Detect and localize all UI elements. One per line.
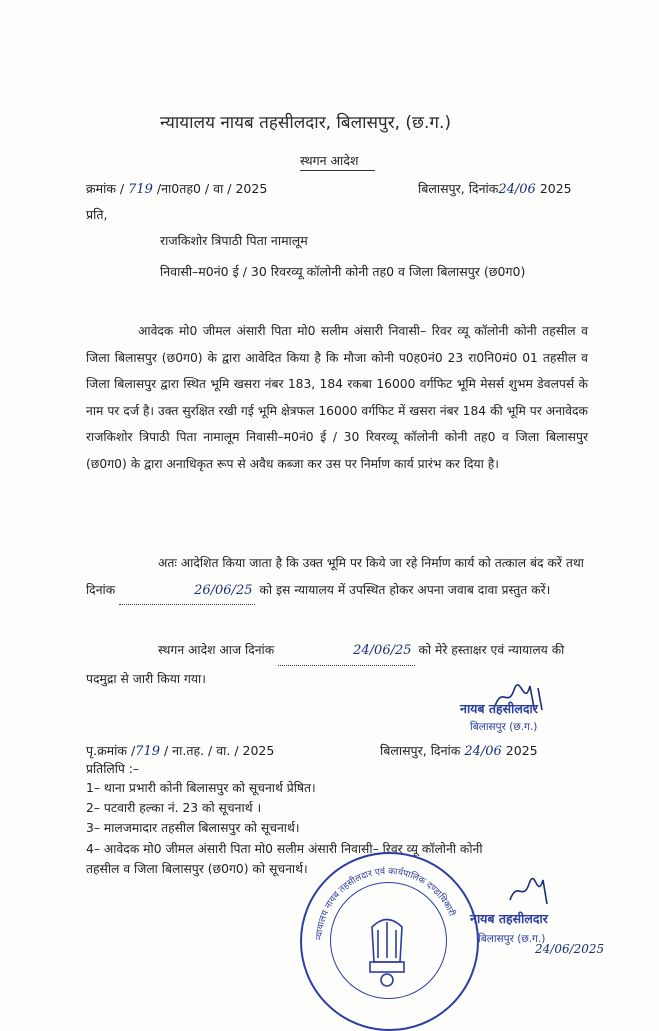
order-type-heading: स्थगन आदेश — [300, 153, 359, 168]
reference-prefix: क्रमांक / — [86, 181, 125, 196]
stamp-date-hand-2: 24/06/2025 — [535, 942, 605, 956]
copy-item-2: 2– पटवारी हल्का नं. 23 को सूचनार्थ । — [86, 801, 262, 815]
reference-suffix: /ना0तह0 / वा / 2025 — [156, 181, 268, 196]
copy-item-4-cont: तहसील व जिला बिलासपुर (छ0ग0) को सूचनार्थ। — [86, 862, 308, 876]
endorsement-date — [380, 742, 538, 759]
copy-item-3: 3– मालजमादार तहसील बिलासपुर को सूचनार्थ। — [86, 821, 300, 835]
reference-date-year: 2025 — [539, 181, 572, 196]
endorsement-prefix: पृ.क्रमांक / — [86, 743, 136, 758]
addressee-address: निवासी–म0नं0 ई / 30 रिवरव्यू कॉलोनी कोनी तह0 व जिला बिलासपुर (छ0ग0) — [160, 264, 526, 279]
endorsement-number-hand: 719 — [135, 744, 160, 759]
endorsement-number — [86, 742, 274, 759]
body-paragraph-1: आवेदक मो0 जीमल अंसारी पिता मो0 सलीम अंसारी निवासी– रिवर व्यू कॉलोनी कोनी तहसील व जिला बिलासपुर (छ0ग0) के द्वारा आवेदित किया है कि मौजा कोनी प0ह0नं0 23 रा0नि0मं0 01 तहसील व जिला बिलासपुर द्वारा स्थित भूमि खसरा नंबर 183, 184 रकबा 16000 वर्गफिट भूमि मेसर्स शुभम डेवलपर्स के नाम पर दर्ज है। उक्त सुरक्षित रखी गई भूमि क्षेत्रफल 16000 वर्गफिट में खसरा नंबर 184 की भूमि पर अनावेदक राजकिशोर त्रिपाठी पिता नामालूम निवासी–म0नं0 ई / 30 रिवरव्यू कॉलोनी कोनी तह0 व जिला बिलासपुर (छ0ग0) के द्वारा अनाधिकृत रूप से अवैध कब्जा कर उस पर निर्माण कार्य प्रारंभ कर दिया है। — [86, 324, 588, 471]
stamp-title-2: नायब तहसीलदार — [470, 911, 548, 926]
reference-number — [86, 180, 267, 197]
endorsement-suffix: / ना.तह. / वा. / 2025 — [163, 743, 275, 758]
copy-item-4: 4– आवेदक मो0 जीमल अंसारी पिता मो0 सलीम अंसारी निवासी– रिवर व्यू कॉलोनी कोनी — [86, 842, 483, 856]
para2-text-a: अतः आदेशित किया जाता है कि उक्त भूमि पर किये जा रहे निर्माण कार्य को तत्काल बंद करें तथा दिनांक — [86, 556, 584, 597]
para3-text-b: को मेरे हस्ताक्षर एवं न्यायालय की पदमुद्रा से जारी किया गया। — [86, 643, 565, 686]
addressee-name: राजकिशोर त्रिपाठी पिता नामालूम — [160, 233, 308, 248]
addressee-label: प्रति, — [86, 207, 108, 222]
stamp-title-1: नायब तहसीलदार — [460, 701, 538, 716]
copy-label: प्रतिलिपि :– — [86, 762, 140, 776]
reference-number-hand: 719 — [128, 182, 153, 197]
reference-date-label: बिलासपुर, दिनांक — [418, 181, 499, 196]
endorsement-date-hand: 24/06 — [464, 744, 502, 759]
heading-underline — [300, 170, 375, 171]
appearance-date: 26/06/25 — [119, 578, 255, 606]
stamp-place-2: बिलासपुर (छ.ग.) — [478, 933, 546, 945]
seal-ring-text: न्यायालय नायब तहसीलदार एवं कार्यपालिक दण्डाधिकारी — [314, 866, 457, 941]
para2-text-b: को इस न्यायालय में उपस्थित होकर अपना जवाब दावा प्रस्तुत करें। — [259, 582, 551, 597]
para3-text-a: स्थगन आदेश आज दिनांक — [158, 643, 275, 657]
reference-date-hand: 24/06 — [498, 182, 536, 197]
seal-emblem-icon — [300, 852, 475, 1024]
endorsement-date-year: 2025 — [505, 743, 538, 758]
stamp-place-1: बिलासपुर (छ.ग.) — [470, 721, 538, 733]
reference-date — [418, 180, 572, 197]
copy-item-1: 1– थाना प्रभारी कोनी बिलासपुर को सूचनार्थ प्रेषित। — [86, 781, 316, 795]
court-title: न्यायालय नायब तहसीलदार, बिलासपुर, (छ.ग.) — [160, 113, 451, 133]
signature-2 — [505, 870, 565, 910]
body-paragraph-2 — [86, 550, 588, 605]
endorsement-date-label: बिलासपुर, दिनांक — [380, 743, 461, 758]
issue-date: 24/06/25 — [278, 638, 414, 666]
